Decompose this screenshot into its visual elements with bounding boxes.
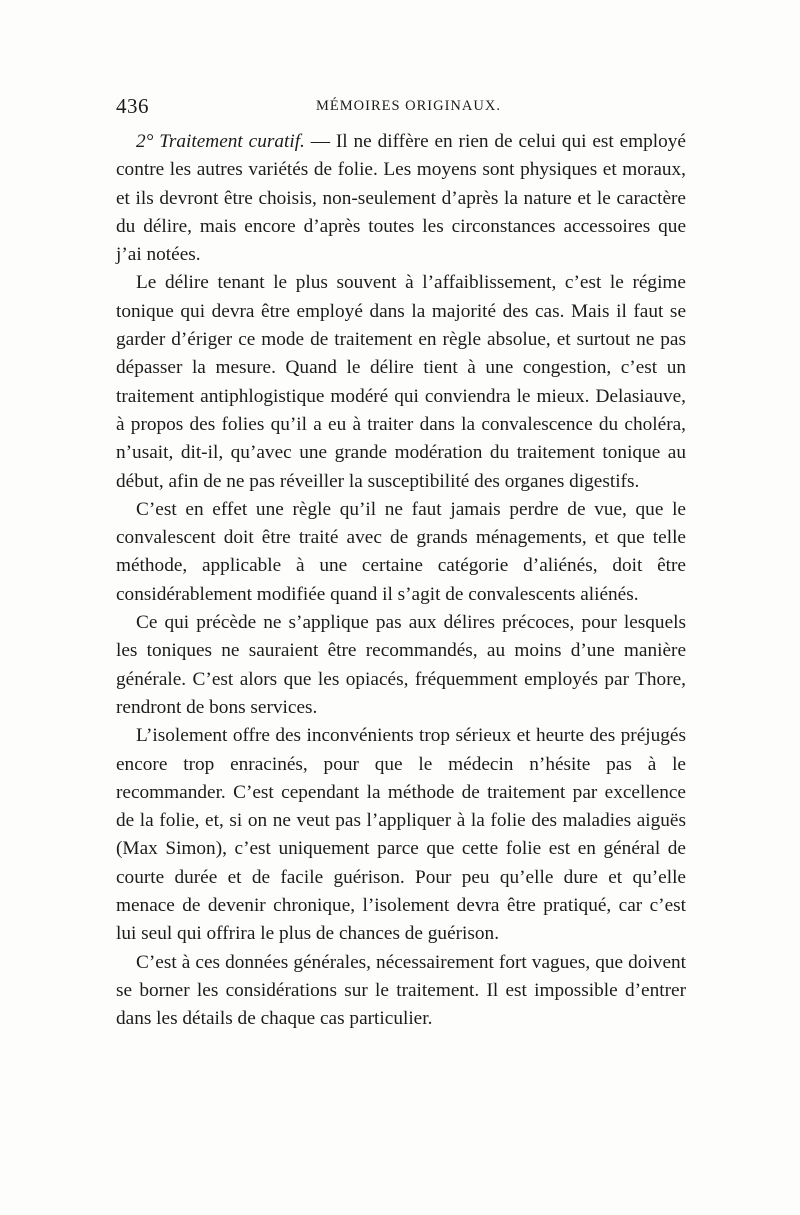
page-number: 436 — [116, 94, 149, 118]
paragraph-regle-convalescent: C’est en effet une règle qu’il ne faut jamais perdre de vue, que le convalescent doit être traité avec de grands ménagements, et que telle méthode, applicable à une certaine catégorie d’aliénés, doit être considérablement modifiée quand il s’agit de convalescents aliénés. — [116, 498, 686, 605]
running-title: MÉMOIRES ORIGINAUX. — [316, 98, 501, 114]
paragraph-text: — Il ne diffère en rien de celui qui est employé contre les autres variétés de folie. Les moyens sont physiques et moraux, et ils devront être choisis, non-seulement d’après la nature et le caractère du délire, mais encore d’après toutes les circonstances accessoires que j’ai notées. — [116, 131, 686, 266]
running-head — [116, 94, 684, 120]
paragraph-delires-precoces: Ce qui précède ne s’applique pas aux délires précoces, pour lesquels les toniques ne sauraient être recommandés, au moins d’une manière générale. C’est alors que les opiacés, fréquemment employés par Thore, rendront de bons services. — [116, 612, 686, 718]
body-text — [116, 128, 686, 1034]
paragraph-traitement-curatif — [116, 128, 686, 269]
paragraph-conclusion: C’est à ces données générales, nécessairement fort vagues, que doivent se borner les considérations sur le traitement. Il est impossible d’entrer dans les détails de chaque cas particulier. — [116, 951, 686, 1030]
section-heading: 2° Traitement curatif. — [136, 131, 305, 152]
paragraph-isolement: L’isolement offre des inconvénients trop sérieux et heurte des préjugés encore trop enracinés, pour que le médecin n’hésite pas à le recommander. C’est cependant la méthode de traitement par excellence de la folie, et, si on ne veut pas l’appliquer à la folie des maladies aiguës (Max Simon), c’est uniquement parce que cette folie est en général de courte durée et de facile guérison. Pour peu qu’elle dure et qu’elle menace de devenir chronique, l’isolement devra être pratiqué, car c’est lui seul qui offrira le plus de chances de guérison. — [116, 725, 686, 945]
paragraph-regime-tonique: Le délire tenant le plus souvent à l’affaiblissement, c’est le régime tonique qui devra être employé dans la majorité des cas. Mais il faut se garder d’ériger ce mode de traitement en règle absolue, et surtout ne pas dépasser la mesure. Quand le délire tient à une congestion, c’est un traitement antiphlogistique modéré qui conviendra le mieux. Delasiauve, à propos des folies qu’il a eu à traiter dans la convalescence du choléra, n’usait, dit-il, qu’avec une grande modération du traitement tonique au début, afin de ne pas réveiller la susceptibilité des organes digestifs. — [116, 272, 686, 492]
